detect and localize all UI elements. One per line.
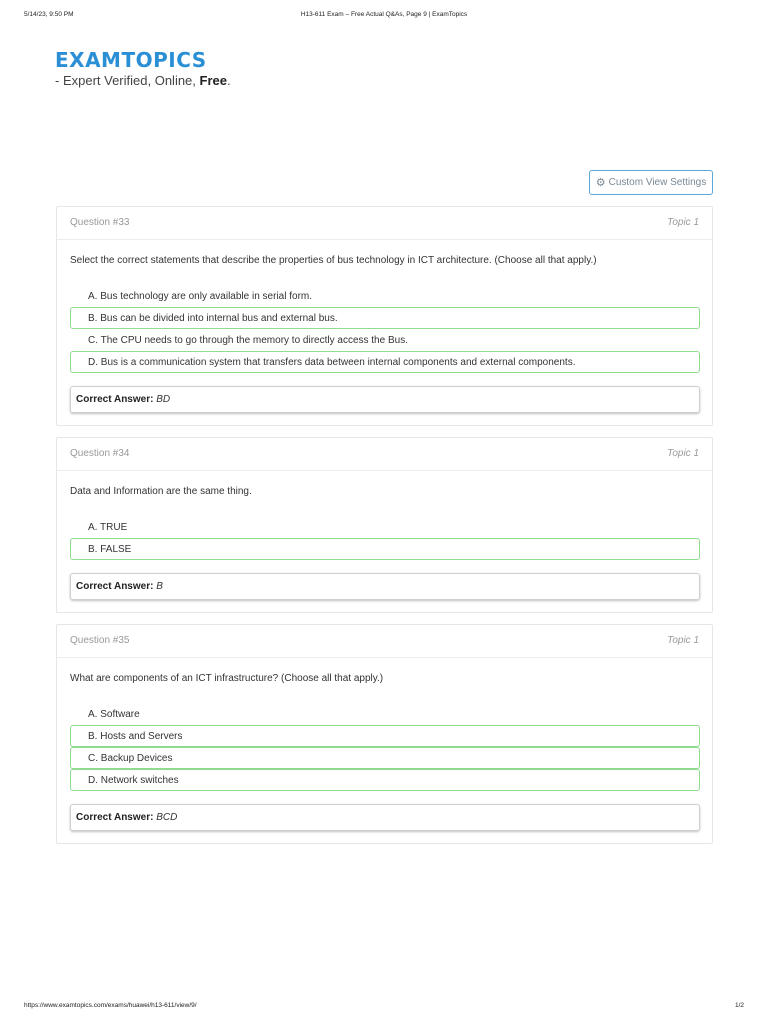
correct-answer-box — [70, 573, 700, 600]
question-number: Question #35 — [70, 635, 130, 646]
question-card — [56, 437, 713, 613]
choice-a[interactable]: A. TRUE — [88, 522, 128, 533]
question-header — [57, 625, 712, 658]
page-url: https://www.examtopics.com/exams/huawei/h13-611/view/9/ — [24, 1002, 197, 1009]
tagline-prefix: - Expert Verified, Online, — [55, 73, 200, 88]
choice-b[interactable]: B. FALSE — [70, 538, 700, 560]
logo-text: EXAMTOPICS — [55, 48, 207, 72]
question-number: Question #33 — [70, 217, 130, 228]
choice-a[interactable]: A. Bus technology are only available in serial form. — [88, 291, 313, 302]
correct-answer-value: B — [156, 581, 163, 592]
page-number: 1/2 — [734, 1002, 744, 1009]
correct-answer-value: BCD — [156, 812, 178, 823]
choice-c[interactable]: C. Backup Devices — [70, 747, 700, 769]
tagline — [55, 73, 231, 88]
print-title: H13-611 Exam – Free Actual Q&As, Page 9 | ExamTopics — [300, 11, 468, 18]
correct-answer-box — [70, 386, 700, 413]
question-card — [56, 206, 713, 426]
question-number: Question #34 — [70, 448, 130, 459]
correct-answer-box — [70, 804, 700, 831]
question-topic: Topic 1 — [667, 448, 699, 459]
question-text: What are components of an ICT infrastructure? (Choose all that apply.) — [70, 673, 384, 684]
question-card — [56, 624, 713, 844]
question-header — [57, 438, 712, 471]
tagline-bold: Free — [199, 73, 227, 88]
tagline-suffix: . — [226, 73, 231, 88]
correct-answer-label: Correct Answer: — [76, 581, 154, 592]
choice-b[interactable]: B. Bus can be divided into internal bus and external bus. — [70, 307, 700, 329]
question-text: Data and Information are the same thing. — [70, 486, 252, 497]
question-header — [57, 207, 712, 240]
question-topic: Topic 1 — [667, 635, 699, 646]
print-footer — [0, 1002, 768, 1012]
choice-a[interactable]: A. Software — [88, 709, 140, 720]
examtopics-logo[interactable] — [55, 47, 207, 71]
correct-answer-label: Correct Answer: — [76, 812, 154, 823]
choice-d[interactable]: D. Bus is a communication system that transfers data between internal components and external components. — [70, 351, 700, 373]
question-topic: Topic 1 — [667, 217, 699, 228]
choice-d[interactable]: D. Network switches — [70, 769, 700, 791]
print-date: 5/14/23, 9:50 PM — [24, 11, 74, 18]
correct-answer-label: Correct Answer: — [76, 394, 154, 405]
choice-b[interactable]: B. Hosts and Servers — [70, 725, 700, 747]
print-header — [0, 11, 768, 21]
choice-c[interactable]: C. The CPU needs to go through the memory to directly access the Bus. — [88, 335, 408, 346]
settings-button-label: Custom View Settings — [608, 177, 707, 188]
gear-icon: ⚙ — [595, 177, 606, 189]
question-text: Select the correct statements that describe the properties of bus technology in ICT architecture. (Choose all that apply.) — [70, 255, 597, 266]
custom-view-settings-button[interactable] — [589, 170, 713, 195]
correct-answer-value: BD — [156, 394, 171, 405]
